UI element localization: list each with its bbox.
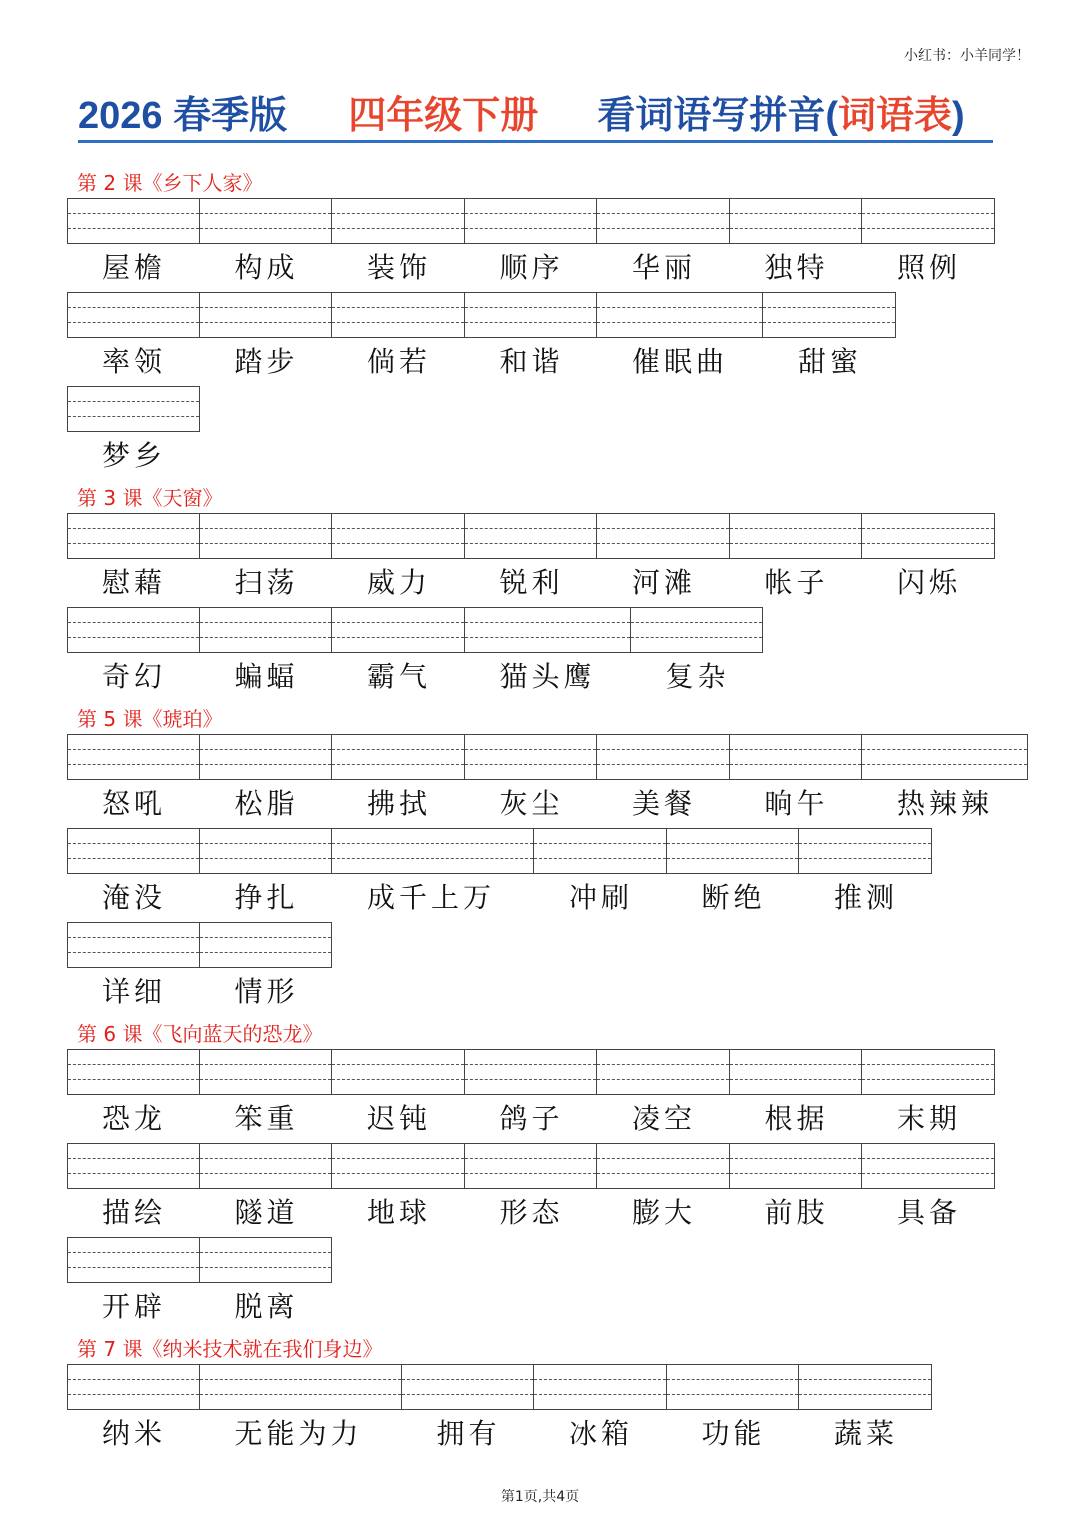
pinyin-writing-box[interactable] [67, 828, 200, 874]
pinyin-writing-box[interactable] [200, 1143, 333, 1189]
word-row [67, 1049, 1067, 1143]
vocabulary-word: 情形 [234, 975, 299, 1008]
pinyin-writing-box[interactable] [597, 1143, 730, 1189]
pinyin-grid [67, 1364, 1067, 1410]
pinyin-writing-box[interactable] [67, 734, 200, 780]
vocabulary-word: 鸽子 [499, 1102, 564, 1135]
watermark-text: 小红书：小羊同学！ [904, 48, 1030, 64]
pinyin-grid [67, 734, 1067, 780]
pinyin-writing-box[interactable] [730, 198, 863, 244]
vocabulary-word: 蝙蝠 [234, 660, 299, 693]
pinyin-writing-box[interactable] [200, 1049, 333, 1095]
page-title [78, 92, 993, 143]
lesson-section [67, 1016, 1067, 1331]
vocabulary-word: 美餐 [632, 787, 697, 820]
pinyin-writing-box[interactable] [597, 292, 763, 338]
pinyin-writing-box[interactable] [799, 828, 932, 874]
vocabulary-word: 装饰 [367, 251, 432, 284]
pinyin-grid [67, 828, 1067, 874]
pinyin-writing-box[interactable] [200, 828, 333, 874]
pinyin-writing-box[interactable] [200, 734, 333, 780]
vocabulary-word: 梦乡 [102, 439, 167, 472]
pinyin-writing-box[interactable] [667, 828, 800, 874]
word-list [67, 968, 1067, 1016]
pinyin-writing-box[interactable] [597, 513, 730, 559]
vocabulary-word: 地球 [367, 1196, 432, 1229]
worksheet-content [67, 165, 1067, 1458]
pinyin-writing-box[interactable] [200, 292, 333, 338]
vocabulary-word: 踏步 [234, 345, 299, 378]
title-close-paren: ) [952, 95, 965, 137]
word-list [67, 432, 1067, 480]
word-list [67, 1095, 1067, 1143]
word-row [67, 1364, 1067, 1458]
vocabulary-word: 热辣辣 [897, 787, 994, 820]
pinyin-grid [67, 1049, 1067, 1095]
pinyin-writing-box[interactable] [67, 1049, 200, 1095]
vocabulary-word: 锐利 [499, 566, 564, 599]
vocabulary-word: 拂拭 [367, 787, 432, 820]
pinyin-writing-box[interactable] [332, 607, 465, 653]
page-number: 第1页,共4页 [500, 1489, 580, 1505]
vocabulary-word: 无能为力 [234, 1417, 363, 1450]
pinyin-writing-box[interactable] [332, 1049, 465, 1095]
pinyin-writing-box[interactable] [465, 1049, 598, 1095]
pinyin-writing-box[interactable] [862, 513, 995, 559]
pinyin-writing-box[interactable] [631, 607, 764, 653]
pinyin-writing-box[interactable] [200, 607, 333, 653]
vocabulary-word: 屋檐 [102, 251, 167, 284]
vocabulary-word: 断绝 [701, 881, 766, 914]
vocabulary-word: 推测 [834, 881, 899, 914]
title-subject: 看词语写拼音( [597, 95, 839, 137]
pinyin-writing-box[interactable] [67, 292, 200, 338]
pinyin-grid [67, 386, 1067, 432]
vocabulary-word: 猫头鹰 [499, 660, 596, 693]
word-row [67, 828, 1067, 922]
lesson-heading: 第 6 课《飞向蓝天的恐龙》 [77, 1022, 323, 1046]
pinyin-writing-box[interactable] [67, 607, 200, 653]
pinyin-writing-box[interactable] [332, 513, 465, 559]
word-list [67, 244, 1067, 292]
lesson-section [67, 701, 1067, 1016]
word-list [67, 1189, 1067, 1237]
pinyin-writing-box[interactable] [332, 292, 465, 338]
pinyin-writing-box[interactable] [799, 1364, 932, 1410]
pinyin-grid [67, 292, 1067, 338]
vocabulary-word: 霸气 [367, 660, 432, 693]
pinyin-writing-box[interactable] [67, 1364, 200, 1410]
word-row [67, 292, 1067, 386]
vocabulary-word: 威力 [367, 566, 432, 599]
pinyin-writing-box[interactable] [465, 607, 631, 653]
vocabulary-word: 晌午 [764, 787, 829, 820]
vocabulary-word: 灰尘 [499, 787, 564, 820]
word-list [67, 1283, 1067, 1331]
vocabulary-word: 催眠曲 [632, 345, 729, 378]
pinyin-writing-box[interactable] [465, 734, 598, 780]
lesson-heading: 第 2 课《乡下人家》 [77, 171, 263, 195]
vocabulary-word: 和谐 [499, 345, 564, 378]
vocabulary-word: 甜蜜 [798, 345, 863, 378]
pinyin-writing-box[interactable] [332, 198, 465, 244]
pinyin-writing-box[interactable] [67, 513, 200, 559]
vocabulary-word: 帐子 [764, 566, 829, 599]
vocabulary-word: 笨重 [234, 1102, 299, 1135]
pinyin-writing-box[interactable] [465, 513, 598, 559]
pinyin-writing-box[interactable] [730, 513, 863, 559]
word-row [67, 734, 1067, 828]
vocabulary-word: 照例 [897, 251, 962, 284]
vocabulary-word: 挣扎 [234, 881, 299, 914]
vocabulary-word: 倘若 [367, 345, 432, 378]
pinyin-writing-box[interactable] [200, 198, 333, 244]
vocabulary-word: 详细 [102, 975, 167, 1008]
title-wordlist: 词语表 [838, 95, 953, 137]
pinyin-writing-box[interactable] [465, 1143, 598, 1189]
vocabulary-word: 扫荡 [234, 566, 299, 599]
pinyin-writing-box[interactable] [332, 828, 534, 874]
pinyin-writing-box[interactable] [534, 1364, 667, 1410]
pinyin-writing-box[interactable] [597, 1049, 730, 1095]
word-row [67, 922, 1067, 1016]
vocabulary-word: 淹没 [102, 881, 167, 914]
pinyin-writing-box[interactable] [730, 1049, 863, 1095]
lesson-heading: 第 7 课《纳米技术就在我们身边》 [77, 1337, 383, 1361]
pinyin-writing-box[interactable] [730, 1143, 863, 1189]
vocabulary-word: 成千上万 [367, 881, 496, 914]
lesson-heading: 第 3 课《天窗》 [77, 486, 223, 510]
pinyin-writing-box[interactable] [862, 198, 995, 244]
word-list [67, 874, 1067, 922]
word-list [67, 653, 1067, 701]
pinyin-writing-box[interactable] [200, 513, 333, 559]
word-row [67, 386, 1067, 480]
vocabulary-word: 顺序 [499, 251, 564, 284]
pinyin-writing-box[interactable] [534, 828, 667, 874]
pinyin-writing-box[interactable] [332, 734, 465, 780]
word-list [67, 780, 1067, 828]
pinyin-writing-box[interactable] [200, 1237, 333, 1283]
title-edition: 2026 春季版 [78, 95, 288, 137]
pinyin-writing-box[interactable] [862, 1049, 995, 1095]
vocabulary-word: 怒吼 [102, 787, 167, 820]
vocabulary-word: 奇幻 [102, 660, 167, 693]
vocabulary-word: 慰藉 [102, 566, 167, 599]
vocabulary-word: 华丽 [632, 251, 697, 284]
pinyin-writing-box[interactable] [465, 198, 598, 244]
pinyin-grid [67, 513, 1067, 559]
vocabulary-word: 纳米 [102, 1417, 167, 1450]
vocabulary-word: 功能 [701, 1417, 766, 1450]
pinyin-writing-box[interactable] [402, 1364, 535, 1410]
word-row [67, 607, 1067, 701]
pinyin-grid [67, 607, 1067, 653]
pinyin-writing-box[interactable] [200, 1364, 402, 1410]
word-row [67, 1237, 1067, 1331]
pinyin-writing-box[interactable] [730, 734, 863, 780]
vocabulary-word: 前肢 [764, 1196, 829, 1229]
title-grade: 四年级下册 [348, 95, 539, 137]
word-list [67, 1410, 1067, 1458]
vocabulary-word: 开辟 [102, 1290, 167, 1323]
pinyin-grid [67, 922, 1067, 968]
vocabulary-word: 冲刷 [569, 881, 634, 914]
vocabulary-word: 隧道 [234, 1196, 299, 1229]
vocabulary-word: 闪烁 [897, 566, 962, 599]
word-list [67, 559, 1067, 607]
word-row [67, 513, 1067, 607]
pinyin-writing-box[interactable] [67, 198, 200, 244]
vocabulary-word: 膨大 [632, 1196, 697, 1229]
lesson-section [67, 1331, 1067, 1458]
word-list [67, 338, 1067, 386]
pinyin-writing-box[interactable] [862, 734, 1028, 780]
pinyin-grid [67, 198, 1067, 244]
pinyin-writing-box[interactable] [67, 1143, 200, 1189]
vocabulary-word: 蔬菜 [834, 1417, 899, 1450]
pinyin-grid [67, 1143, 1067, 1189]
pinyin-writing-box[interactable] [763, 292, 896, 338]
pinyin-writing-box[interactable] [597, 198, 730, 244]
vocabulary-word: 凌空 [632, 1102, 697, 1135]
vocabulary-word: 复杂 [665, 660, 730, 693]
word-row [67, 198, 1067, 292]
vocabulary-word: 形态 [499, 1196, 564, 1229]
lesson-section [67, 165, 1067, 480]
vocabulary-word: 恐龙 [102, 1102, 167, 1135]
pinyin-writing-box[interactable] [862, 1143, 995, 1189]
pinyin-writing-box[interactable] [200, 922, 333, 968]
vocabulary-word: 迟钝 [367, 1102, 432, 1135]
vocabulary-word: 松脂 [234, 787, 299, 820]
vocabulary-word: 脱离 [234, 1290, 299, 1323]
pinyin-writing-box[interactable] [597, 734, 730, 780]
vocabulary-word: 率领 [102, 345, 167, 378]
vocabulary-word: 构成 [234, 251, 299, 284]
lesson-section [67, 480, 1067, 701]
vocabulary-word: 具备 [897, 1196, 962, 1229]
pinyin-writing-box[interactable] [667, 1364, 800, 1410]
vocabulary-word: 独特 [764, 251, 829, 284]
pinyin-writing-box[interactable] [67, 386, 200, 432]
pinyin-writing-box[interactable] [465, 292, 598, 338]
vocabulary-word: 根据 [764, 1102, 829, 1135]
pinyin-writing-box[interactable] [67, 1237, 200, 1283]
pinyin-writing-box[interactable] [332, 1143, 465, 1189]
pinyin-writing-box[interactable] [67, 922, 200, 968]
pinyin-grid [67, 1237, 1067, 1283]
lesson-heading: 第 5 课《琥珀》 [77, 707, 223, 731]
vocabulary-word: 拥有 [436, 1417, 501, 1450]
word-row [67, 1143, 1067, 1237]
vocabulary-word: 描绘 [102, 1196, 167, 1229]
vocabulary-word: 河滩 [632, 566, 697, 599]
vocabulary-word: 冰箱 [569, 1417, 634, 1450]
vocabulary-word: 末期 [897, 1102, 962, 1135]
